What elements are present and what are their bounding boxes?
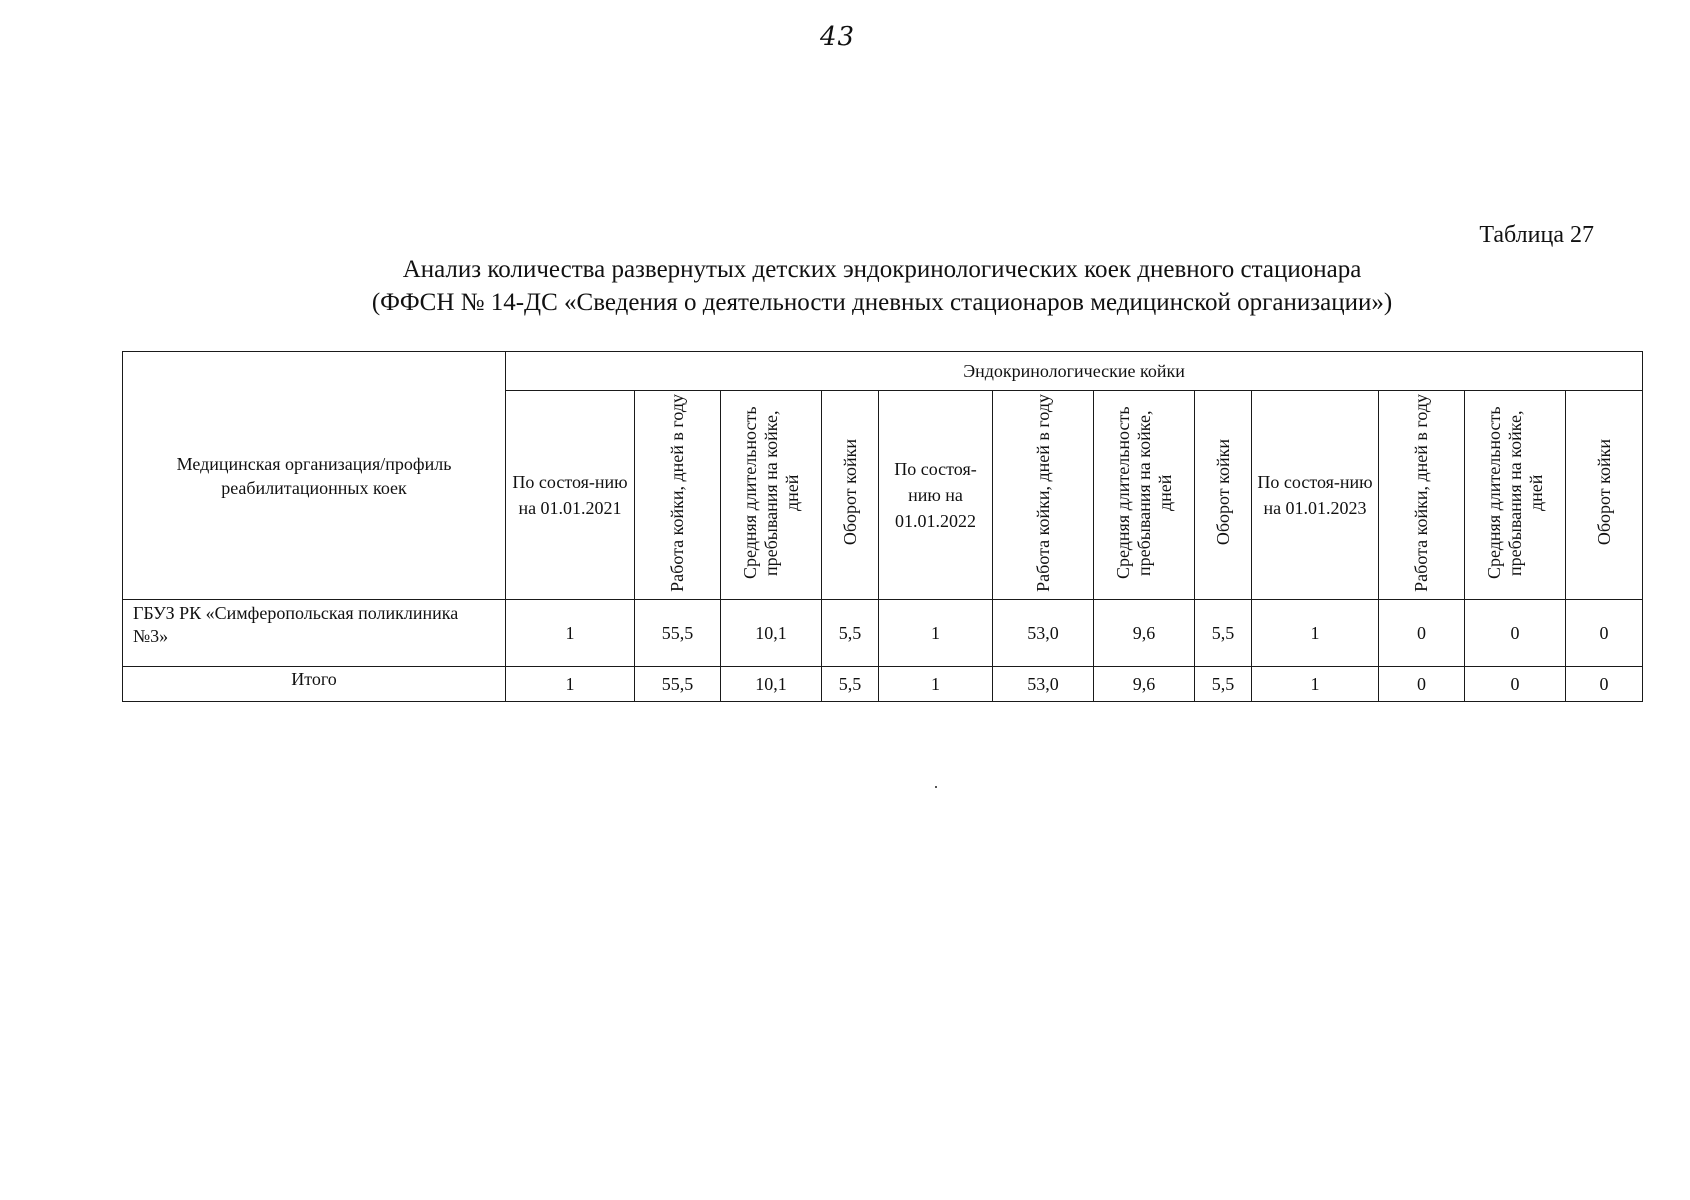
table-cell: 5,5	[822, 667, 879, 702]
table-cell: 1	[506, 667, 635, 702]
col-header-avg-stay-2022: Средняя длительность пребывания на койке, дней	[1094, 391, 1195, 600]
table-cell: 1	[1252, 667, 1379, 702]
title-line-2: (ФФСН № 14-ДС «Сведения о деятельности дневных стационаров медицинской организации»)	[371, 289, 1393, 316]
scan-speck	[935, 786, 937, 788]
bed-analysis-table	[122, 351, 1643, 702]
col-header-bed-work-2023: Работа койки, дней в году	[1379, 391, 1465, 600]
table-cell: 5,5	[822, 600, 879, 667]
table-cell: 53,0	[993, 600, 1094, 667]
col-header-status-2021: По состоя-нию на 01.01.2021	[506, 391, 635, 600]
document-title	[122, 253, 1642, 319]
table-cell: 9,6	[1094, 600, 1195, 667]
table-cell: 0	[1566, 667, 1643, 702]
table-cell: 10,1	[721, 667, 822, 702]
col-header-avg-stay-2023: Средняя длительность пребывания на койке, дней	[1465, 391, 1566, 600]
table-cell: 1	[506, 600, 635, 667]
col-header-turnover-2023: Оборот койки	[1566, 391, 1643, 600]
col-header-status-2022: По состоя-нию на 01.01.2022	[879, 391, 993, 600]
table-cell: 55,5	[635, 600, 721, 667]
col-header-status-2023: По состоя-нию на 01.01.2023	[1252, 391, 1379, 600]
table-cell: 1	[1252, 600, 1379, 667]
col-header-avg-stay-2021: Средняя длительность пребывания на койке, дней	[721, 391, 822, 600]
table-cell: 53,0	[993, 667, 1094, 702]
org-column-header: Медицинская организация/профиль реабилитационных коек	[123, 352, 506, 600]
table-cell: 1	[879, 600, 993, 667]
table-cell: 0	[1465, 667, 1566, 702]
group-header: Эндокринологические койки	[506, 352, 1643, 391]
table-label: Таблица 27	[1479, 222, 1594, 248]
org-name-cell: ГБУЗ РК «Симферопольская поликлиника №3»	[123, 600, 506, 667]
table-cell: 0	[1379, 667, 1465, 702]
total-row	[123, 667, 1643, 702]
table-cell: 55,5	[635, 667, 721, 702]
total-label-cell: Итого	[123, 667, 506, 702]
table-cell: 0	[1465, 600, 1566, 667]
table-row	[123, 600, 1643, 667]
col-header-turnover-2022: Оборот койки	[1195, 391, 1252, 600]
table-cell: 10,1	[721, 600, 822, 667]
table-cell: 9,6	[1094, 667, 1195, 702]
col-header-turnover-2021: Оборот койки	[822, 391, 879, 600]
title-line-1: Анализ количества развернутых детских эндокринологических коек дневного стационара	[402, 256, 1362, 283]
col-header-bed-work-2021: Работа койки, дней в году	[635, 391, 721, 600]
table-cell: 0	[1566, 600, 1643, 667]
table-cell: 1	[879, 667, 993, 702]
page-number: 43	[820, 22, 856, 52]
table-cell: 5,5	[1195, 600, 1252, 667]
table-cell: 0	[1379, 600, 1465, 667]
table-cell: 5,5	[1195, 667, 1252, 702]
col-header-bed-work-2022: Работа койки, дней в году	[993, 391, 1094, 600]
